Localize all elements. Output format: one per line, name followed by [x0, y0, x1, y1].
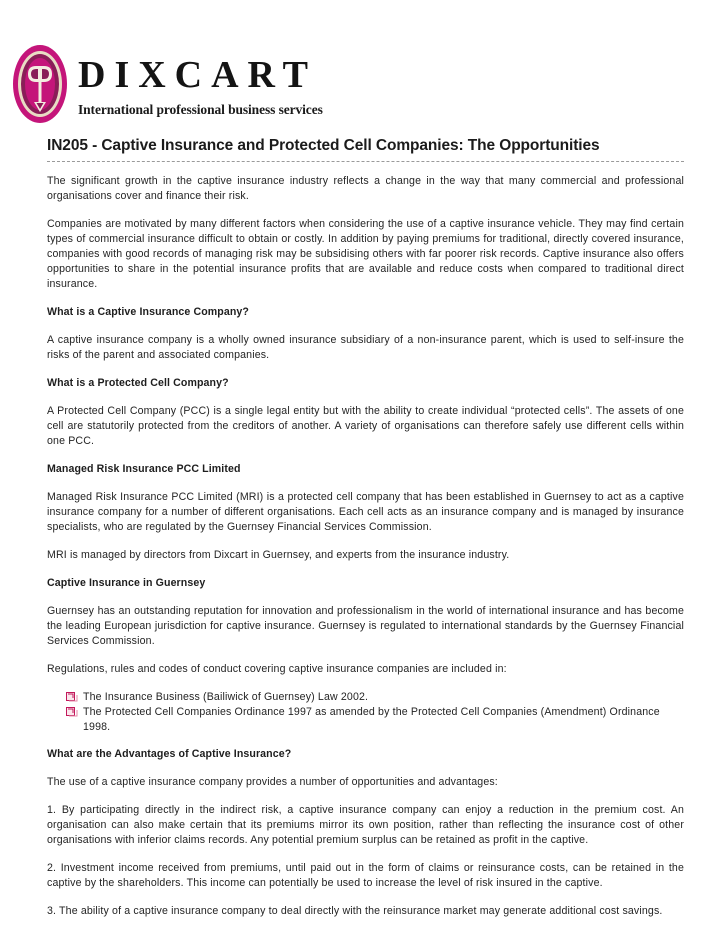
list-item: [65, 690, 684, 705]
paragraph-guernsey: Guernsey has an outstanding reputation for innovation and professionalism in the world of international insurance and has become the leading European jurisdiction for captive insurance. Guernsey is regulated to international standards by the Guernsey Financial Services Commission.: [47, 605, 684, 647]
paragraph-motivation: Companies are motivated by many different factors when considering the use of a captive insurance vehicle. They may find certain types of commercial insurance difficult to obtain or costly. In addition by paying premiums for traditional, directly covered insurance, companies with good records of managing risk may be subsidising others with far poorer risk records. Captive insurance also offers opportunities to share in the potential insurance profits that are available and reduce costs when compared to traditional direct insurance.: [47, 218, 684, 290]
regulations-list: [47, 690, 684, 735]
paragraph-advantages-intro: The use of a captive insurance company provides a number of opportunities and advantages:: [47, 776, 498, 788]
paragraph-pcc-definition: A Protected Cell Company (PCC) is a single legal entity but with the ability to create individual “protected cells”. The assets of one cell are statutorily protected from the creditors of another. A variety of organisations can therefore safely use different cells within one PCC.: [47, 405, 684, 447]
list-item: [65, 705, 684, 735]
document-title: IN205 - Captive Insurance and Protected Cell Companies: The Opportunities: [47, 137, 600, 154]
document-body: [47, 174, 684, 932]
heading-captive-company: What is a Captive Insurance Company?: [47, 306, 249, 318]
paragraph-advantage-3: 3. The ability of a captive insurance company to deal directly with the reinsurance market may generate additional cost savings.: [47, 905, 663, 917]
paragraph-advantage-1: 1. By participating directly in the indirect risk, a captive insurance company can enjoy a reduction in the premium cost. An organisation can also make certain that its premiums mirror its own position, rather than reflecting the insurance cost of other organisations with inferior claims records. Any potential premium surplus can be retained as profit in the captive.: [47, 804, 684, 846]
list-item-text: The Insurance Business (Bailiwick of Guernsey) Law 2002.: [83, 691, 369, 703]
heading-guernsey: Captive Insurance in Guernsey: [47, 577, 206, 589]
list-item-text: The Protected Cell Companies Ordinance 1997 as amended by the Protected Cell Companies (Amendment) Ordinance 1998.: [83, 706, 660, 733]
paragraph-intro: The significant growth in the captive insurance industry reflects a change in the way that many commercial and professional organisations cover and finance their risk.: [47, 175, 684, 202]
paragraph-advantage-2: 2. Investment income received from premiums, until paid out in the form of claims or reinsurance costs, can be retained in the captive by the shareholders. This income can potentially be used to increase the level of risk insured in the captive.: [47, 862, 684, 889]
heading-advantages: What are the Advantages of Captive Insurance?: [47, 748, 292, 760]
paragraph-mri-management: MRI is managed by directors from Dixcart in Guernsey, and experts from the insurance industry.: [47, 549, 510, 561]
company-name: DIXCART: [78, 54, 318, 96]
heading-mri: Managed Risk Insurance PCC Limited: [47, 463, 241, 475]
company-tagline: International professional business services: [78, 102, 323, 117]
title-divider: [47, 161, 684, 162]
dixcart-emblem-icon: [12, 44, 68, 124]
paragraph-captive-definition: A captive insurance company is a wholly owned insurance subsidiary of a non-insurance parent, which is used to self-insure the risks of the parent and associated companies.: [47, 334, 684, 361]
checkbox-flag-icon: [66, 692, 78, 703]
paragraph-regulations-intro: Regulations, rules and codes of conduct covering captive insurance companies are included in:: [47, 663, 507, 675]
heading-protected-cell: What is a Protected Cell Company?: [47, 377, 229, 389]
paragraph-mri-description: Managed Risk Insurance PCC Limited (MRI) is a protected cell company that has been established in Guernsey to act as a captive insurance company for a number of different organisations. Each cell acts as an insurance company and is managed by insurance specialists, who are regulated by the Guernsey Financial Services Commission.: [47, 491, 684, 533]
company-logo: [12, 44, 323, 124]
checkbox-flag-icon: [66, 707, 78, 718]
